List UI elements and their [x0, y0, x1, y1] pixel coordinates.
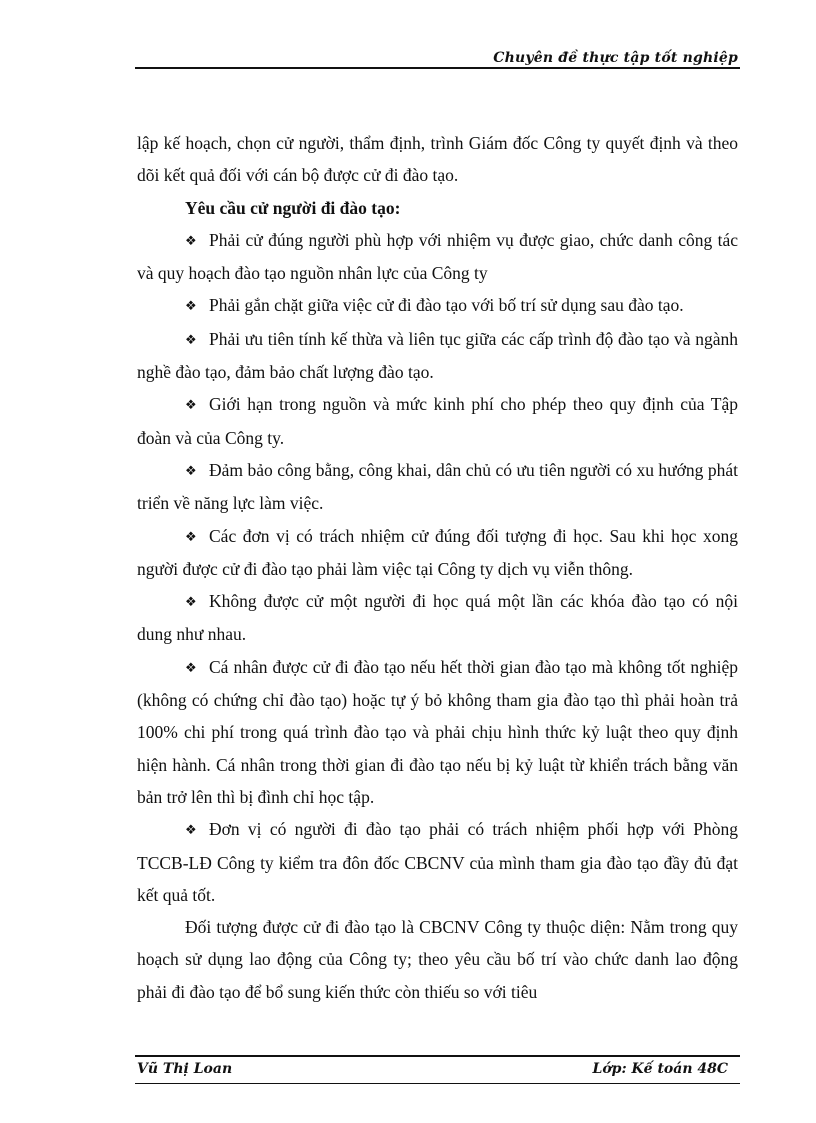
diamond-bullet-icon: ❖ — [185, 822, 197, 838]
requirements-heading: Yêu cầu cử người đi đào tạo: — [185, 197, 401, 218]
bullet-item — [137, 585, 738, 651]
page-footer — [135, 1055, 740, 1079]
bullet-text: Phải gắn chặt giữa việc cử đi đào tạo với bố trí sử dụng sau đào tạo. — [209, 295, 684, 316]
footer-author: Vũ Thị Loan — [137, 1061, 233, 1077]
bullet-text: Không được cử một người đi học quá một lần các khóa đào tạo có nội dung như nhau. — [137, 591, 738, 645]
bullet-item — [137, 651, 738, 813]
header-title: Chuyên đề thực tập tốt nghiệp — [493, 50, 738, 66]
page-header — [135, 50, 740, 70]
bullet-text: Phải ưu tiên tính kế thừa và liên tục giữa các cấp trình độ đào tạo và ngành nghề đào tạo, đảm bảo chất lượng đào tạo. — [137, 328, 738, 383]
diamond-bullet-icon: ❖ — [185, 298, 197, 314]
bullet-text: Cá nhân được cử đi đào tạo nếu hết thời gian đào tạo mà không tốt nghiệp (không có chứng chỉ đào tạo) hoặc tự ý bỏ không tham gia đào tạo thì phải hoàn trả 100% chi phí trong quá trình đào tạo và phải chịu hình thức kỷ luật theo quy định hiện hành. Cá nhân trong thời gian đi đào tạo nếu bị kỷ luật từ khiển trách bằng văn bản trở lên thì bị đình chỉ học tập. — [137, 656, 738, 807]
bullet-item — [137, 224, 738, 290]
diamond-bullet-icon: ❖ — [185, 397, 197, 413]
bullet-item — [137, 289, 738, 322]
bullet-text: Đơn vị có người đi đào tạo phải có trách nhiệm phối hợp với Phòng TCCB-LĐ Công ty kiểm tra đôn đốc CBCNV của mình tham gia đào tạo đầy đủ đạt kết quả tốt. — [137, 819, 738, 905]
footer-rule — [135, 1055, 740, 1057]
diamond-bullet-icon: ❖ — [185, 331, 197, 347]
bullet-item — [137, 454, 738, 520]
diamond-bullet-icon: ❖ — [185, 528, 197, 544]
footer-class-label: Lớp: Kế toán 48C — [592, 1061, 728, 1077]
bullet-text: Các đơn vị có trách nhiệm cử đúng đối tượng đi học. Sau khi học xong người được cử đi đào tạo phải làm việc tại Công ty dịch vụ viễn thông. — [137, 525, 738, 579]
bullet-text: Đảm bảo công bằng, công khai, dân chủ có ưu tiên người có xu hướng phát triển về năng lực làm việc. — [137, 459, 738, 514]
diamond-bullet-icon: ❖ — [185, 462, 197, 478]
footer-rule-bottom — [135, 1083, 740, 1084]
final-paragraph: Đối tượng được cử đi đào tạo là CBCNV Công ty thuộc diện: Nằm trong quy hoạch sử dụng lao động của Công ty; theo yêu cầu bố trí vào chức danh lao động phải đi đào tạo để bổ sung kiến thức còn thiếu so với tiêu — [137, 917, 738, 1002]
document-body — [137, 127, 738, 1008]
continuation-paragraph: lập kế hoạch, chọn cử người, thẩm định, trình Giám đốc Công ty quyết định và theo dõi kết quả đối với cán bộ được cử đi đào tạo. — [137, 133, 738, 186]
diamond-bullet-icon: ❖ — [185, 594, 197, 610]
bullet-item — [137, 813, 738, 911]
diamond-bullet-icon: ❖ — [185, 659, 197, 675]
bullet-text: Giới hạn trong nguồn và mức kinh phí cho phép theo quy định của Tập đoàn và của Công ty. — [137, 394, 738, 448]
bullet-item — [137, 520, 738, 586]
bullet-text: Phải cử đúng người phù hợp với nhiệm vụ được giao, chức danh công tác và quy hoạch đào tạo nguồn nhân lực của Công ty — [137, 229, 738, 284]
bullet-item — [137, 388, 738, 454]
header-rule — [135, 67, 740, 69]
diamond-bullet-icon: ❖ — [185, 232, 197, 248]
bullet-item — [137, 323, 738, 389]
